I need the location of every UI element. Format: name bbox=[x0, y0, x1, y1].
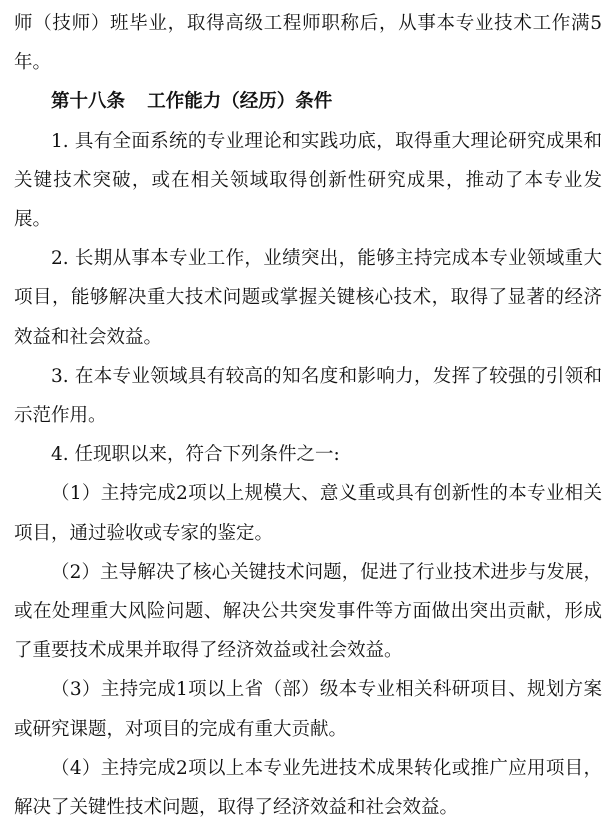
article-heading bbox=[14, 82, 602, 121]
sub-condition-4: （4）主持完成2项以上本专业先进技术成果转化或推广应用项目，解决了关键性技术问题，取得了经济效益和社会效益。 bbox=[14, 757, 602, 819]
condition-item-4: 4. 任现职以来，符合下列条件之一: bbox=[51, 444, 340, 466]
condition-item-2: 2. 长期从事本专业工作，业绩突出，能够主持完成本专业领域重大项目，能够解决重大技术问题或掌握关键核心技术，取得了显著的经济效益和社会效益。 bbox=[14, 248, 602, 348]
article-number: 第十八条 bbox=[51, 91, 126, 113]
sub-condition-1: （1）主持完成2项以上规模大、意义重或具有创新性的本专业相关项目，通过验收或专家的鉴定。 bbox=[14, 483, 602, 544]
condition-item-1: 1. 具有全面系统的专业理论和实践功底，取得重大理论研究成果和关键技术突破，或在相关领域取得创新性研究成果，推动了本专业发展。 bbox=[14, 130, 602, 231]
sub-condition-3: （3）主持完成1项以上省（部）级本专业相关科研项目、规划方案或研究课题，对项目的完成有重大贡献。 bbox=[14, 679, 602, 740]
article-title: 工作能力（经历）条件 bbox=[147, 91, 333, 113]
paragraph-continuation: 师（技师）班毕业，取得高级工程师职称后，从事本专业技术工作满5年。 bbox=[14, 13, 602, 74]
sub-condition-2: （2）主导解决了核心关键技术问题，促进了行业技术进步与发展，或在处理重大风险问题、解决公共突发事件等方面做出突出贡献，形成了重要技术成果并取得了经济效益或社会效益。 bbox=[14, 561, 602, 662]
condition-item-3: 3. 在本专业领域具有较高的知名度和影响力，发挥了较强的引领和示范作用。 bbox=[14, 365, 602, 427]
